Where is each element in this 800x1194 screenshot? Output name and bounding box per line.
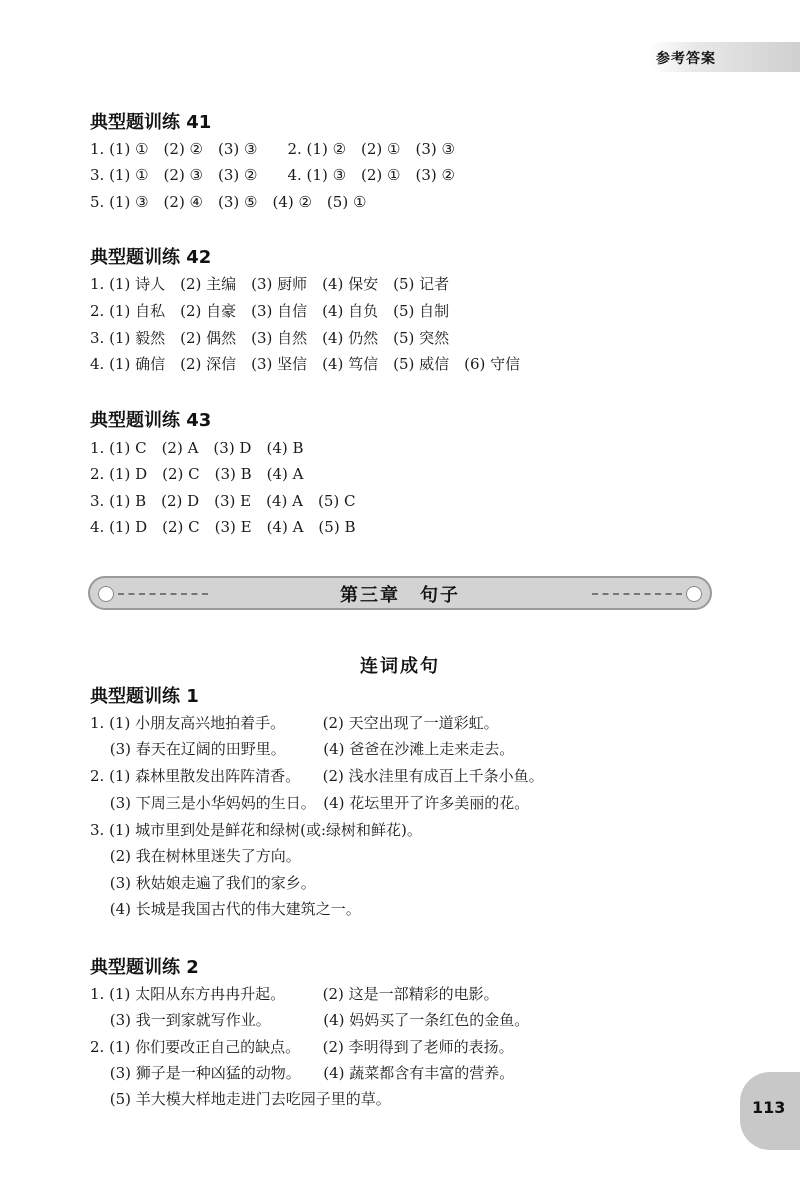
answer-line: 1. (1) 诗人 (2) 主编 (3) 厨师 (4) 保安 (5) 记者 — [90, 275, 450, 293]
answer-line: 1. (1) 小朋友高兴地拍着手。 (2) 天空出现了一道彩虹。 — [90, 714, 499, 732]
section-title-41: 典型题训练 41 — [90, 112, 212, 133]
answer-line: 1. (1) 太阳从东方冉冉升起。 (2) 这是一部精彩的电影。 — [90, 985, 499, 1003]
answer-line: 5. (1) ③ (2) ④ (3) ⑤ (4) ② (5) ① — [90, 193, 367, 211]
section-title-1: 典型题训练 1 — [90, 686, 199, 707]
answer-line: 3. (1) 毅然 (2) 偶然 (3) 自然 (4) 仍然 (5) 突然 — [90, 329, 450, 347]
answer-line: (3) 春天在辽阔的田野里。 (4) 爸爸在沙滩上走来走去。 — [90, 740, 515, 758]
answer-line: (5) 羊大模大样地走进门去吃园子里的草。 — [90, 1090, 391, 1108]
header-label: 参考答案 — [656, 51, 716, 67]
answer-line: (4) 长城是我国古代的伟大建筑之一。 — [90, 900, 361, 918]
answer-line: (3) 狮子是一种凶猛的动物。 (4) 蔬菜都含有丰富的营养。 — [90, 1064, 515, 1082]
section-title-2: 典型题训练 2 — [90, 957, 199, 978]
banner-dash-right — [592, 593, 682, 595]
answer-line: (3) 秋姑娘走遍了我们的家乡。 — [90, 874, 316, 892]
answer-line: (3) 下周三是小华妈妈的生日。 (4) 花坛里开了许多美丽的花。 — [90, 794, 530, 812]
answer-line: 1. (1) ① (2) ② (3) ③ 2. (1) ② (2) ① (3) ③ — [90, 140, 455, 158]
answer-line: 4. (1) 确信 (2) 深信 (3) 坚信 (4) 笃信 (5) 威信 (6) 守信 — [90, 355, 521, 373]
section-title-42: 典型题训练 42 — [90, 247, 212, 268]
subsection-title: 连词成句 — [360, 656, 440, 677]
answer-line: 3. (1) ① (2) ③ (3) ② 4. (1) ③ (2) ① (3) ② — [90, 166, 455, 184]
chapter-banner — [88, 576, 712, 610]
banner-dot-right — [686, 586, 702, 602]
section-title-43: 典型题训练 43 — [90, 410, 212, 431]
answer-line: 3. (1) 城市里到处是鲜花和绿树(或:绿树和鲜花)。 — [90, 821, 422, 839]
answer-line: (3) 我一到家就写作业。 (4) 妈妈买了一条红色的金鱼。 — [90, 1011, 530, 1029]
chapter-title: 第三章 句子 — [340, 585, 460, 606]
answer-line: 1. (1) C (2) A (3) D (4) B — [90, 439, 304, 457]
answer-line: 4. (1) D (2) C (3) E (4) A (5) B — [90, 518, 356, 536]
answer-line: (2) 我在树林里迷失了方向。 — [90, 847, 301, 865]
answer-line: 2. (1) 自私 (2) 自豪 (3) 自信 (4) 自负 (5) 自制 — [90, 302, 450, 320]
answer-line: 2. (1) D (2) C (3) B (4) A — [90, 465, 304, 483]
answer-line: 2. (1) 森林里散发出阵阵清香。 (2) 浅水洼里有成百上千条小鱼。 — [90, 767, 544, 785]
page-number: 113 — [752, 1098, 786, 1117]
answer-line: 2. (1) 你们要改正自己的缺点。 (2) 李明得到了老师的表扬。 — [90, 1038, 514, 1056]
answer-line: 3. (1) B (2) D (3) E (4) A (5) C — [90, 492, 356, 510]
